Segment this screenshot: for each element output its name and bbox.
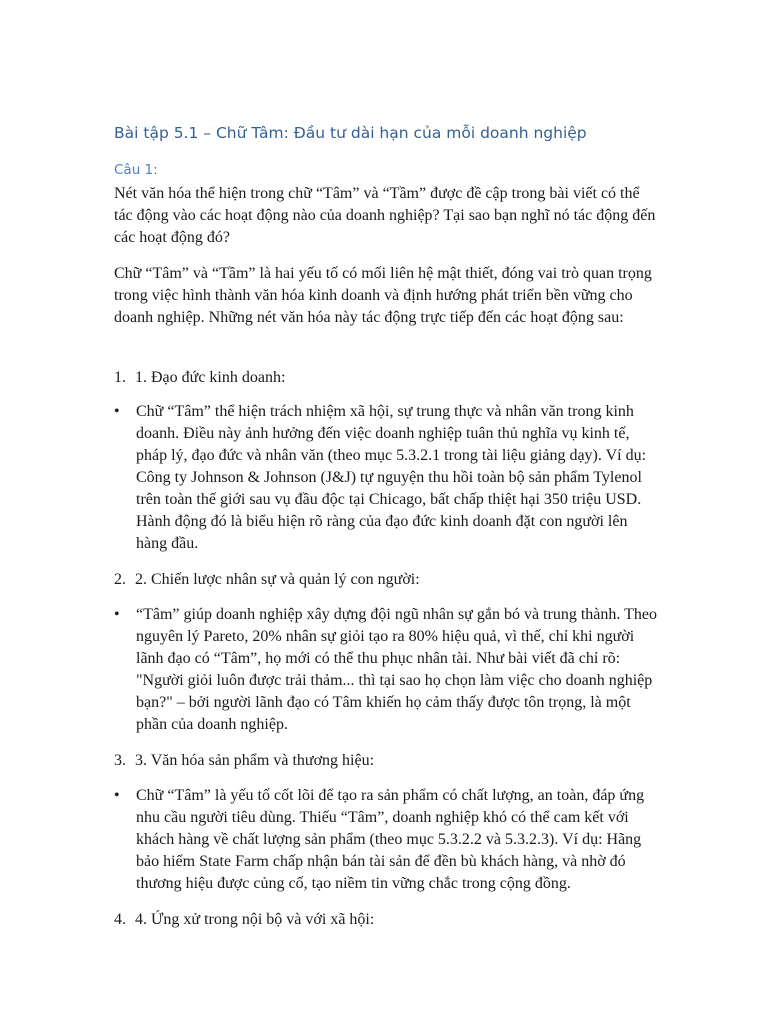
list-number: 3. bbox=[114, 752, 126, 769]
bullet-icon: • bbox=[114, 403, 120, 420]
list-number: 2. bbox=[114, 571, 126, 588]
section-heading-text: 2. Chiến lược nhân sự và quản lý con người: bbox=[135, 571, 420, 588]
bullet-text: Chữ “Tâm” thể hiện trách nhiệm xã hội, sự trung thực và nhân văn trong kinh doanh. Điều này ảnh hưởng đến việc doanh nghiệp tuân thủ nghĩa vụ kinh tế, pháp lý, đạo đức và nhân văn (theo mục 5.3.2.1 trong tài liệu giảng dạy). Ví dụ: Công ty Johnson & Johnson (J&J) tự nguyện thu hồi toàn bộ sản phẩm Tylenol trên toàn thế giới sau vụ đầu độc tại Chicago, bất chấp thiệt hại 350 triệu USD. Hành động đó là biểu hiện rõ ràng của đạo đức kinh doanh đặt con người lên hàng đầu. bbox=[136, 403, 647, 552]
document-title: Bài tập 5.1 – Chữ Tâm: Đầu tư dài hạn của mỗi doanh nghiệp bbox=[114, 124, 587, 142]
question-label: Câu 1: bbox=[114, 162, 158, 178]
section-heading-text: 3. Văn hóa sản phẩm và thương hiệu: bbox=[135, 752, 375, 769]
list-number: 1. bbox=[114, 369, 126, 386]
bullet-text: “Tâm” giúp doanh nghiệp xây dựng đội ngũ nhân sự gắn bó và trung thành. Theo nguyên lý Pareto, 20% nhân sự giỏi tạo ra 80% hiệu quả, vì thế, chỉ khi người lãnh đạo có “Tâm”, họ mới có thể thu phục nhân tài. Như bài viết đã chỉ rõ: "Người giỏi luôn được trải thảm... thì tại sao họ chọn làm việc cho doanh nghiệp bạn?" – bởi người lãnh đạo có Tâm khiến họ cảm thấy được tôn trọng, là một phần của doanh nghiệp. bbox=[136, 606, 657, 733]
bullet-text: Chữ “Tâm” là yếu tố cốt lõi để tạo ra sản phẩm có chất lượng, an toàn, đáp ứng nhu cầu người tiêu dùng. Thiếu “Tâm”, doanh nghiệp khó có thể cam kết với khách hàng về chất lượng sản phẩm (theo mục 5.3.2.2 và 5.3.2.3). Ví dụ: Hãng bảo hiểm State Farm chấp nhận bán tài sản để đền bù khách hàng, và nhờ đó thương hiệu được củng cố, tạo niềm tin vững chắc trong cộng đồng. bbox=[136, 787, 645, 892]
intro-paragraph: Chữ “Tâm” và “Tầm” là hai yếu tố có mối liên hệ mật thiết, đóng vai trò quan trọng trong việc hình thành văn hóa kinh doanh và định hướng phát triển bền vững cho doanh nghiệp. Những nét văn hóa này tác động trực tiếp đến các hoạt động sau: bbox=[114, 265, 652, 326]
section-heading-text: 4. Ứng xử trong nội bộ và với xã hội: bbox=[135, 911, 375, 928]
bullet-icon: • bbox=[114, 787, 120, 804]
section-heading-text: 1. Đạo đức kinh doanh: bbox=[135, 369, 286, 386]
list-number: 4. bbox=[114, 911, 126, 928]
bullet-icon: • bbox=[114, 606, 120, 623]
question-text: Nét văn hóa thể hiện trong chữ “Tâm” và “Tầm” được đề cập trong bài viết có thể tác động vào các hoạt động nào của doanh nghiệp? Tại sao bạn nghĩ nó tác động đến các hoạt động đó? bbox=[114, 185, 656, 246]
